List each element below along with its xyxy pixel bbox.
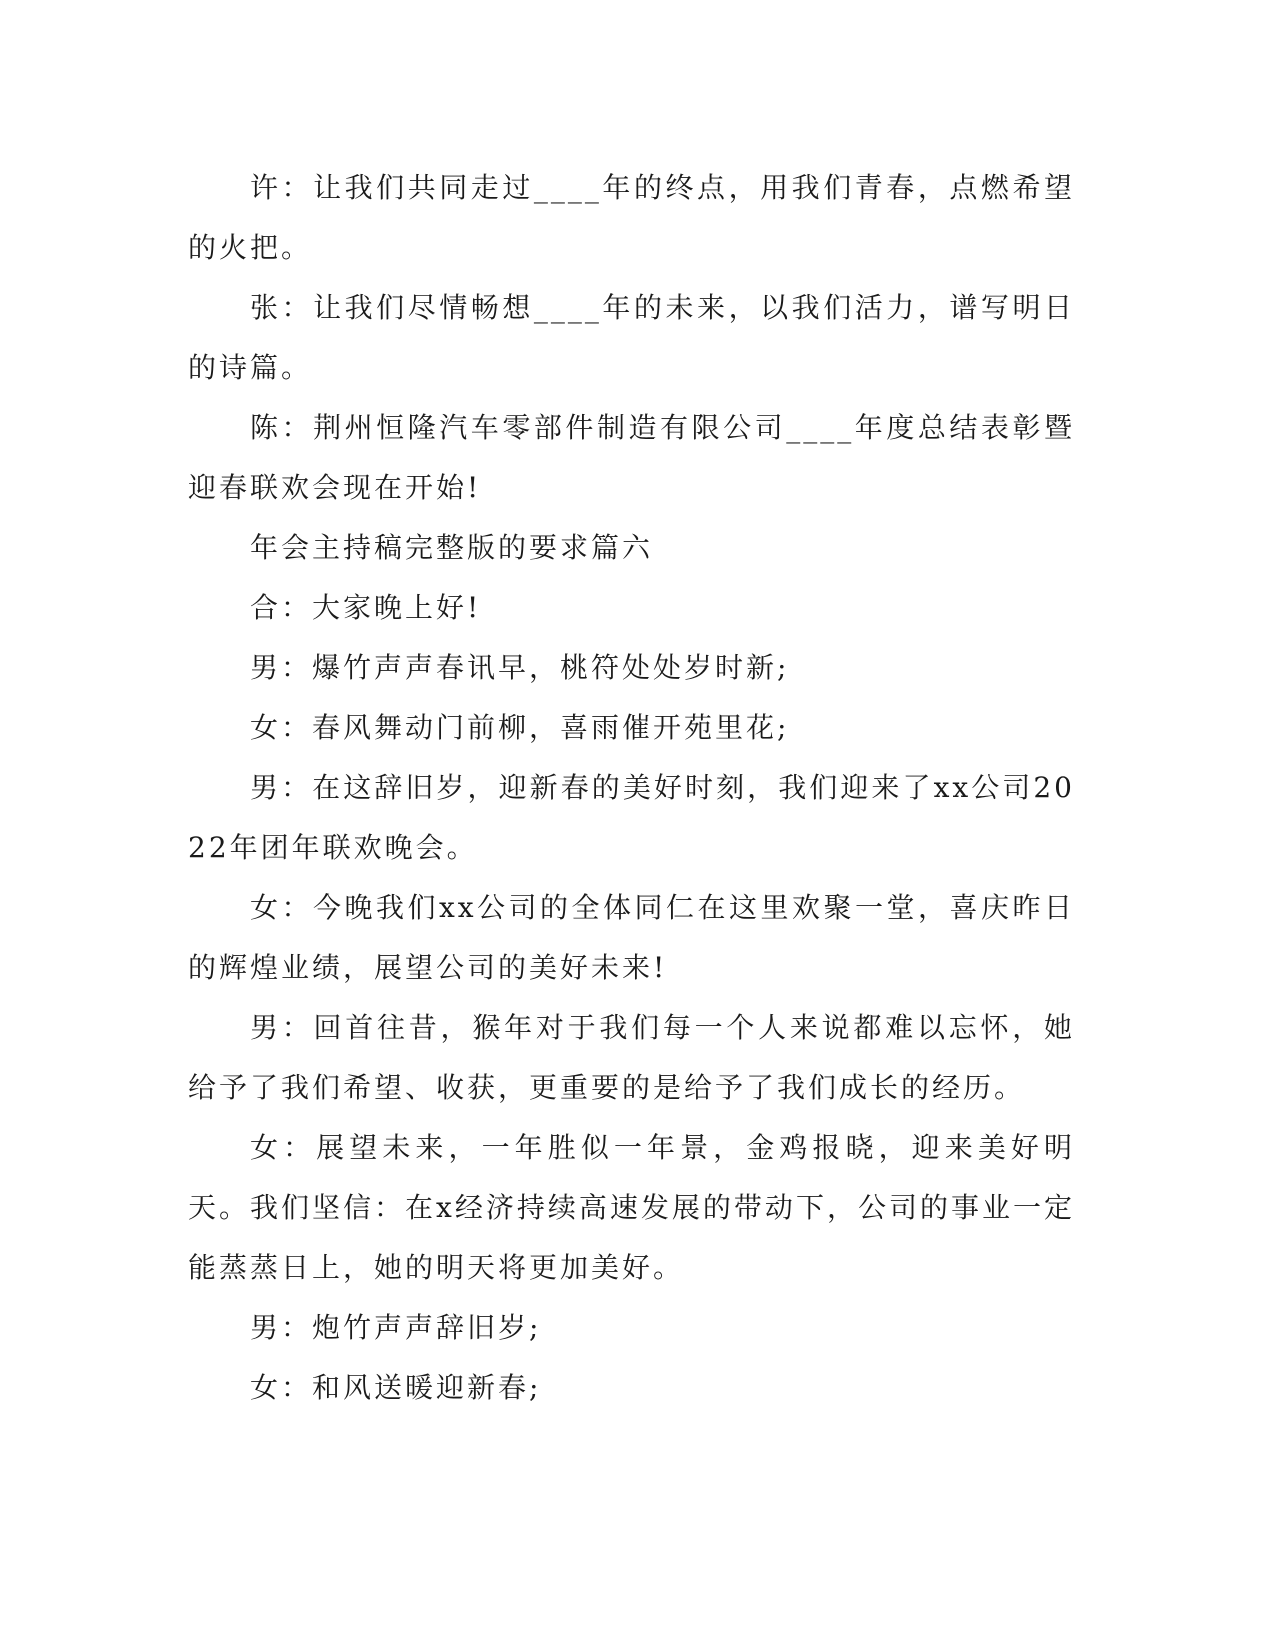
- paragraph-host-chen: 陈：荆州恒隆汽车零部件制造有限公司____年度总结表彰暨迎春联欢会现在开始!: [188, 411, 1075, 504]
- paragraph-female-1: 女：春风舞动门前柳，喜雨催开苑里花;: [250, 711, 790, 744]
- paragraph-male-1: 男：爆竹声声春讯早，桃符处处岁时新;: [250, 651, 790, 684]
- paragraph-together: 合：大家晚上好!: [250, 591, 482, 624]
- paragraph-male-3: 男：回首往昔，猴年对于我们每一个人来说都难以忘怀，她给予了我们希望、收获，更重要的是给予了我们成长的经历。: [188, 1011, 1075, 1104]
- section-heading: 年会主持稿完整版的要求篇六: [250, 531, 654, 564]
- paragraph-male-4: 男：炮竹声声辞旧岁;: [250, 1311, 542, 1344]
- document-body: [188, 158, 1075, 1418]
- paragraph-female-4: 女：和风送暖迎新春;: [250, 1371, 542, 1404]
- paragraph-host-zhang: 张：让我们尽情畅想____年的未来，以我们活力，谱写明日的诗篇。: [188, 291, 1075, 384]
- paragraph-male-2: 男：在这辞旧岁，迎新春的美好时刻，我们迎来了xx公司2022年团年联欢晚会。: [188, 771, 1075, 864]
- paragraph-female-3: 女：展望未来，一年胜似一年景，金鸡报晓，迎来美好明天。我们坚信：在x经济持续高速发展的带动下，公司的事业一定能蒸蒸日上，她的明天将更加美好。: [188, 1131, 1075, 1284]
- paragraph-female-2: 女：今晚我们xx公司的全体同仁在这里欢聚一堂，喜庆昨日的辉煌业绩，展望公司的美好未来!: [188, 891, 1075, 984]
- paragraph-host-xu: 许：让我们共同走过____年的终点，用我们青春，点燃希望的火把。: [188, 171, 1075, 264]
